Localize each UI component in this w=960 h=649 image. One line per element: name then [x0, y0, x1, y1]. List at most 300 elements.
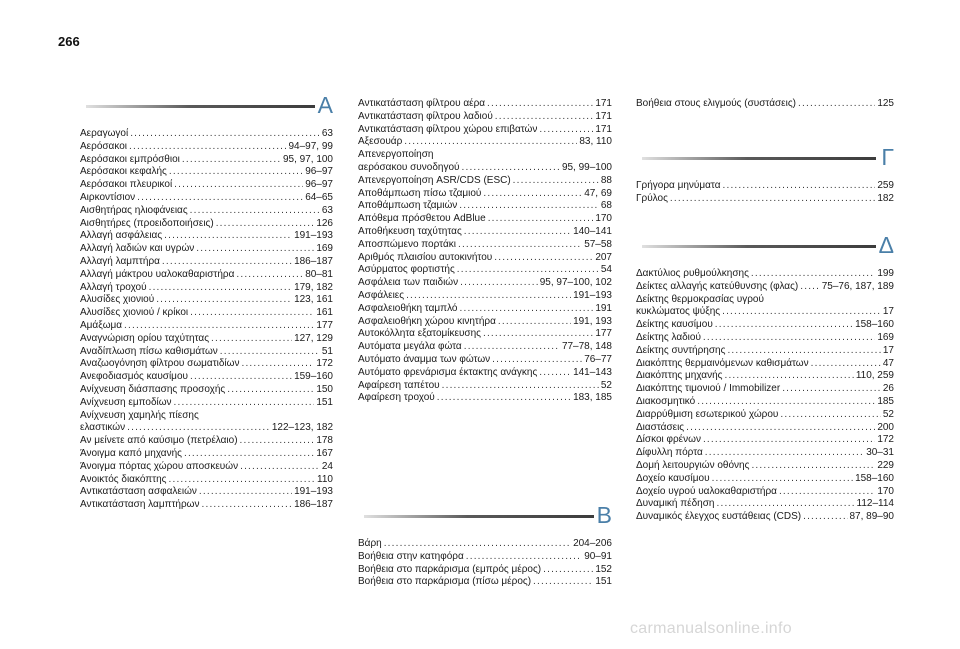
index-entry [358, 576, 612, 589]
entries-list [80, 128, 333, 512]
dot-leader [782, 383, 881, 396]
dot-leader [457, 264, 599, 277]
index-entry-label: Αναδίπλωση πίσω καθισμάτων [80, 345, 218, 357]
index-entry-label: Απενεργοποίηση ASR/CDS (ESC) [358, 174, 511, 186]
dot-leader [137, 192, 303, 205]
index-entry [358, 213, 612, 226]
index-entry [358, 290, 612, 303]
section-header-g [636, 144, 894, 170]
index-entry [358, 551, 612, 564]
dot-leader [466, 551, 582, 564]
dot-leader [241, 358, 314, 371]
index-entry-pages: 171 [595, 98, 612, 109]
index-entry-pages: 95, 99–100 [561, 161, 612, 173]
index-entry-pages: 123, 161 [294, 294, 333, 306]
index-entry-pages: 170 [877, 485, 894, 497]
dot-leader [156, 294, 292, 307]
index-entry-pages: 51 [321, 345, 333, 357]
dot-leader [779, 486, 875, 499]
index-entry [358, 136, 612, 149]
index-entry-label: Ασύρματος φορτιστής [358, 264, 455, 276]
index-entry-label: Αλυσίδες χιονιού [80, 294, 155, 306]
index-entry [358, 277, 612, 290]
index-entry-label: Άνοιγμα πόρτας χώρου αποσκευών [80, 460, 239, 472]
index-entry-label: Αυτόματο φρενάρισμα έκτακτης ανάγκης [358, 366, 538, 378]
dot-leader [715, 319, 853, 332]
index-entry-pages: 95, 97–100, 102 [539, 277, 612, 289]
index-entry [358, 162, 612, 175]
index-section-g [636, 144, 894, 170]
index-entry [358, 538, 612, 551]
index-entry-pages: 179, 182 [294, 281, 333, 293]
dot-leader [437, 392, 571, 405]
index-entry-label: Ανεφοδιασμός καυσίμου [80, 371, 188, 383]
index-entry [358, 303, 612, 316]
index-entry-pages: 87, 89–90 [849, 511, 894, 523]
index-entry-pages: 177 [316, 319, 333, 331]
dot-leader [494, 252, 593, 265]
page-number: 266 [58, 34, 80, 49]
index-entry-label: Γρύλος [636, 192, 668, 204]
index-entry-label: Αφαίρεση ταπέτου [358, 379, 440, 391]
index-entry-pages: 47 [882, 357, 894, 369]
index-entry-pages: 88 [600, 174, 612, 186]
index-entry [80, 435, 333, 448]
index-entry-label: Γρήγορα μηνύματα [636, 180, 721, 191]
dot-leader [404, 136, 577, 149]
dot-leader [196, 243, 314, 256]
index-entry-pages: 75–76, 187, 189 [821, 280, 894, 292]
index-entry-label: Αριθμός πλαισίου αυτοκινήτου [358, 251, 493, 263]
dot-leader [464, 341, 560, 354]
index-entry-pages: 110 [317, 473, 333, 485]
dot-leader [513, 175, 599, 188]
index-entry-label: Βοήθεια στην κατηφόρα [358, 550, 464, 562]
dot-leader [533, 576, 593, 589]
index-entry [358, 111, 612, 124]
index-entry-pages: 30–31 [866, 447, 894, 459]
index-entry [636, 434, 894, 447]
index-entry-pages: 191, 193 [573, 315, 612, 327]
index-section-d [636, 232, 894, 258]
index-entry-pages: 186–187 [294, 255, 333, 267]
index-entry [636, 319, 894, 332]
index-entry-pages: 185 [877, 395, 894, 407]
index-entry [358, 354, 612, 367]
index-entry [636, 511, 894, 524]
index-entry-label: Διακόπτης τιμονιού / Immobilizer [636, 383, 781, 395]
dot-leader [751, 268, 875, 281]
index-entry-label: Δείκτης θερμοκρασίας υγρού [636, 293, 764, 305]
index-entry-label: Αποθήκευση ταχύτητας [358, 225, 462, 237]
index-entry-label: Αμάξωμα [80, 319, 123, 331]
index-entry-label: Δείκτες αλλαγής κατεύθυνσης (φλας) [636, 280, 799, 292]
index-entry-pages: 112–114 [856, 498, 894, 510]
index-entry-label: Δακτύλιος ρυθμούλκησης [636, 268, 749, 279]
index-entry [358, 264, 612, 277]
index-entry [636, 98, 894, 111]
index-entry [80, 179, 333, 192]
dot-leader [751, 460, 875, 473]
index-entry-label: Αφαίρεση τροχού [358, 392, 435, 404]
index-entry-pages: 17 [882, 344, 894, 356]
dot-leader [686, 422, 875, 435]
index-entry-pages: 259 [877, 180, 894, 191]
index-entry-label: Ασφαλειοθήκη χώρου κινητήρα [358, 315, 496, 327]
index-entry [358, 380, 612, 393]
index-entry-pages: 68 [600, 200, 612, 212]
index-entry-pages: 151 [595, 576, 612, 588]
entries-list [636, 98, 894, 111]
index-entry-label: Αλλαγή ασφάλειας [80, 230, 163, 242]
index-entry-label: Αισθητήρες (προειδοποιήσεις) [80, 217, 214, 229]
index-entry [636, 268, 894, 281]
section-divider [642, 245, 876, 248]
section-header-b [358, 502, 612, 528]
dot-leader [727, 345, 880, 358]
dot-leader [703, 332, 875, 345]
index-entry-label: Δυναμική πέδηση [636, 498, 715, 510]
dot-leader [169, 166, 303, 179]
index-entry-label: Ανίχνευση χαμηλής πίεσης [80, 409, 199, 421]
index-entry-label: Δομή λειτουργιών οθόνης [636, 459, 750, 471]
index-entry-label: Αξεσουάρ [358, 136, 403, 148]
index-entry-pages: 172 [877, 434, 894, 446]
index-entry-label: Δίφυλλη πόρτα [636, 447, 703, 459]
index-entry-pages: 229 [877, 459, 894, 471]
index-entry [636, 396, 894, 409]
index-entry [80, 499, 333, 512]
index-entry [636, 332, 894, 345]
index-entry-pages: 83, 110 [579, 136, 612, 148]
dot-leader [483, 328, 593, 341]
dot-leader [780, 409, 880, 422]
index-entry-label: Αεραγωγοί [80, 128, 129, 139]
index-entry [80, 218, 333, 231]
dot-leader [406, 290, 571, 303]
dot-leader [703, 434, 875, 447]
index-entry-pages: 63 [321, 128, 333, 139]
dot-leader [124, 320, 314, 333]
index-entry [636, 193, 894, 206]
index-entry [636, 306, 894, 319]
dot-leader [458, 239, 582, 252]
entries-list [358, 98, 612, 405]
index-entry [636, 370, 894, 383]
dot-leader [168, 474, 315, 487]
index-entry-label: Βοήθεια στους ελιγμούς (συστάσεις) [636, 98, 797, 109]
dot-leader [716, 498, 854, 511]
index-entry-pages: 152 [595, 563, 612, 575]
index-entry-pages: 159–160 [294, 371, 333, 383]
index-entry-label: Αποθάμπωση τζαμιών [358, 200, 458, 212]
dot-leader [227, 384, 314, 397]
dot-leader [127, 422, 270, 435]
dot-leader [539, 367, 571, 380]
dot-leader [211, 333, 292, 346]
dot-leader [240, 461, 320, 474]
index-entry-pages: 158–160 [855, 319, 894, 331]
index-entry-label: Αντικατάσταση φίλτρου αέρα [358, 98, 486, 109]
index-entry-label: κυκλώματος ψύξης [636, 306, 721, 318]
index-entry-label: Αποθάμπωση πίσω τζαμιού [358, 187, 482, 199]
index-entry-pages: 52 [600, 379, 612, 391]
dot-leader [220, 346, 320, 359]
index-entry-label: Βάρη [358, 538, 382, 549]
dot-leader [723, 180, 876, 193]
index-entry-pages: 57–58 [584, 238, 612, 250]
index-entry [80, 486, 333, 499]
index-entry-pages: 200 [877, 421, 894, 433]
index-section-a [80, 92, 333, 118]
dot-leader [724, 370, 853, 383]
index-entry-pages: 178 [316, 435, 333, 447]
index-entry-label: αερόσακου συνοδηγού [358, 161, 460, 173]
watermark: carmanualsonline.info [630, 620, 792, 637]
dot-leader [495, 111, 594, 124]
index-entry-label: Αερόσακοι εμπρόσθιοι [80, 153, 180, 165]
dot-leader [184, 448, 314, 461]
index-entry [80, 333, 333, 346]
index-entry-pages: 183, 185 [573, 392, 612, 404]
index-entry-pages: 207 [595, 251, 612, 263]
index-entry [636, 422, 894, 435]
dot-leader [442, 380, 599, 393]
index-entry-pages: 76–77 [584, 353, 612, 365]
dot-leader [162, 256, 292, 269]
dot-leader [130, 128, 320, 141]
index-entry-pages: 127, 129 [294, 332, 333, 344]
index-entry [636, 358, 894, 371]
index-entry-label: Αισθητήρας ηλιοφάνειας [80, 204, 188, 216]
index-entry [358, 239, 612, 252]
index-entry [80, 166, 333, 179]
dot-leader [488, 213, 594, 226]
index-entry-label: Αναγνώριση ορίου ταχύτητας [80, 332, 210, 344]
index-entry [636, 180, 894, 193]
index-entry-pages: 110, 259 [855, 370, 894, 382]
index-entry-pages: 158–160 [855, 472, 894, 484]
dot-leader [670, 193, 875, 206]
dot-leader [236, 269, 303, 282]
index-entry-label: Αντικατάσταση φίλτρου λαδιού [358, 110, 493, 122]
dot-leader [129, 141, 287, 154]
index-entry-pages: 140–141 [573, 225, 612, 237]
index-entry-label: Δοχείο καυσίμου [636, 472, 710, 484]
index-entry-label: Διαρρύθμιση εσωτερικού χώρου [636, 408, 779, 420]
index-entry-label: Δοχείο υγρού υαλοκαθαριστήρα [636, 485, 777, 497]
dot-leader [199, 486, 292, 499]
index-entry-label: Διακόπτης θερμαινόμενων καθισμάτων [636, 357, 809, 369]
index-entry [80, 384, 333, 397]
index-entry-pages: 191 [595, 302, 612, 314]
index-entry [80, 205, 333, 218]
index-entry [358, 200, 612, 213]
dot-leader [803, 511, 847, 524]
dot-leader [800, 281, 819, 294]
dot-leader [462, 162, 560, 175]
index-entry [80, 422, 333, 435]
index-entry-pages: 80–81 [305, 268, 333, 280]
dot-leader [539, 124, 593, 137]
index-entry-pages: 47, 69 [584, 187, 612, 199]
dot-leader [459, 303, 593, 316]
dot-leader [190, 371, 292, 384]
index-entry-pages: 17 [882, 306, 894, 318]
dot-leader [712, 473, 854, 486]
index-entry [80, 269, 333, 282]
section-divider [364, 515, 594, 518]
index-entry [636, 473, 894, 486]
index-entry-pages: 191–193 [573, 289, 612, 301]
index-entry-pages: 52 [882, 408, 894, 420]
index-entry [358, 175, 612, 188]
index-entry-pages: 141–143 [573, 366, 612, 378]
index-entry [80, 141, 333, 154]
index-entry-label: Διακόπτης μηχανής [636, 370, 723, 382]
index-entry-label: Ασφαλειοθήκη ταμπλό [358, 302, 458, 314]
index-entry-label: Δίσκοι φρένων [636, 434, 701, 446]
entries-list [636, 268, 894, 524]
index-entry [80, 230, 333, 243]
index-entry [358, 124, 612, 137]
index-entry [80, 461, 333, 474]
index-entry-label: Αν μείνετε από καύσιμο (πετρέλαιο) [80, 435, 238, 447]
section-divider [642, 157, 876, 160]
index-entry-pages: 26 [882, 383, 894, 395]
index-entry-label: Αντικατάσταση φίλτρου χώρου επιβατών [358, 123, 538, 135]
index-entry-label: Αιρκοντίσιον [80, 191, 136, 203]
index-entry-pages: 96–97 [305, 179, 333, 191]
index-entry-pages: 170 [595, 213, 612, 225]
index-entry-label: Δείκτης λαδιού [636, 331, 701, 343]
index-entry-pages: 24 [321, 460, 333, 472]
index-entry [80, 474, 333, 487]
dot-leader [174, 179, 303, 192]
index-entry [80, 307, 333, 320]
index-entry-label: Αντικατάσταση λαμπτήρων [80, 499, 200, 511]
index-entry-label: Αλλαγή λαμπτήρα [80, 255, 160, 267]
index-entry-label: Διακοσμητικό [636, 395, 696, 407]
index-entry-label: Βοήθεια στο παρκάρισμα (εμπρός μέρος) [358, 563, 542, 575]
index-entry-label: Ασφάλεια των παιδιών [358, 277, 459, 289]
dot-leader [722, 306, 881, 319]
section-letter-d: Δ [878, 232, 894, 258]
index-entry-label: Αντικατάσταση ασφαλειών [80, 486, 197, 498]
dot-leader [384, 538, 571, 551]
index-entry-label: Αυτόματο άναμμα των φώτων [358, 353, 491, 365]
index-entry [358, 188, 612, 201]
entries-list [636, 180, 894, 206]
index-entry [636, 460, 894, 473]
index-entry [358, 392, 612, 405]
index-entry-label: Αερόσακοι κεφαλής [80, 166, 167, 178]
index-entry [80, 294, 333, 307]
index-entry-label: Δείκτης συντήρησης [636, 344, 726, 356]
dot-leader [811, 358, 881, 371]
index-entry-label: Αυτόματα μεγάλα φώτα [358, 341, 462, 353]
dot-leader [459, 200, 599, 213]
index-entry-label: Βοήθεια στο παρκάρισμα (πίσω μέρος) [358, 576, 532, 588]
index-entry [358, 341, 612, 354]
index-entry [80, 346, 333, 359]
index-entry-label: Απόθεμα πρόσθετου AdBlue [358, 213, 486, 225]
index-entry [80, 371, 333, 384]
index-entry-pages: 182 [877, 192, 894, 204]
index-entry-pages: 94–97, 99 [288, 140, 333, 152]
dot-leader [182, 154, 281, 167]
dot-leader [190, 205, 320, 218]
section-letter-b: B [596, 502, 612, 528]
index-entry-label: Δυναμικός έλεγχος ευστάθειας (CDS) [636, 511, 802, 523]
dot-leader [498, 316, 571, 329]
index-entry-label: Αυτοκόλλητα εξατομίκευσης [358, 328, 481, 340]
index-entry-pages: 177 [595, 328, 612, 340]
index-entry-pages: 169 [316, 243, 333, 255]
index-entry-label: Ασφάλειες [358, 289, 405, 301]
dot-leader [464, 226, 571, 239]
index-entry [80, 243, 333, 256]
index-entry [636, 498, 894, 511]
dot-leader [240, 435, 315, 448]
index-entry [358, 564, 612, 577]
index-entry [80, 397, 333, 410]
index-entry-pages: 63 [321, 204, 333, 216]
index-entry [80, 358, 333, 371]
index-entry-pages: 90–91 [584, 550, 612, 562]
index-entry [636, 409, 894, 422]
index-entry [636, 486, 894, 499]
dot-leader [460, 277, 538, 290]
dot-leader [216, 218, 315, 231]
dot-leader [487, 98, 593, 111]
entries-list [358, 538, 612, 589]
dot-leader [492, 354, 582, 367]
index-entry [80, 448, 333, 461]
index-entry [636, 345, 894, 358]
index-entry-pages: 150 [316, 383, 333, 395]
index-entry-label: Αναζωογόνηση φίλτρου σωματιδίων [80, 358, 240, 370]
index-entry-label: Άνοιγμα καπό μηχανής [80, 447, 182, 459]
index-entry-pages: 167 [316, 447, 333, 459]
index-entry-label: ελαστικών [80, 422, 126, 434]
index-entry [636, 281, 894, 294]
index-entry-label: Ανίχνευση εμποδίων [80, 396, 172, 408]
section-divider [86, 105, 315, 108]
index-entry [636, 447, 894, 460]
index-entry-pages: 191–193 [294, 486, 333, 498]
dot-leader [174, 397, 315, 410]
dot-leader [798, 98, 875, 111]
index-entry-pages: 171 [595, 110, 612, 122]
index-entry-pages: 169 [877, 331, 894, 343]
section-header-a [80, 92, 333, 118]
dot-leader [543, 564, 593, 577]
index-entry [80, 256, 333, 269]
index-entry [358, 252, 612, 265]
index-entry-pages: 204–206 [573, 538, 612, 549]
dot-leader [190, 307, 314, 320]
index-entry-pages: 54 [600, 264, 612, 276]
index-section-b [358, 502, 612, 528]
section-letter-g: Γ [881, 144, 894, 170]
index-entry-pages: 186–187 [294, 499, 333, 511]
index-entry-pages: 171 [595, 123, 612, 135]
index-entry [80, 128, 333, 141]
dot-leader [483, 188, 582, 201]
index-entry-label: Αλλαγή τροχού [80, 281, 147, 293]
index-entry-pages: 151 [316, 396, 333, 408]
